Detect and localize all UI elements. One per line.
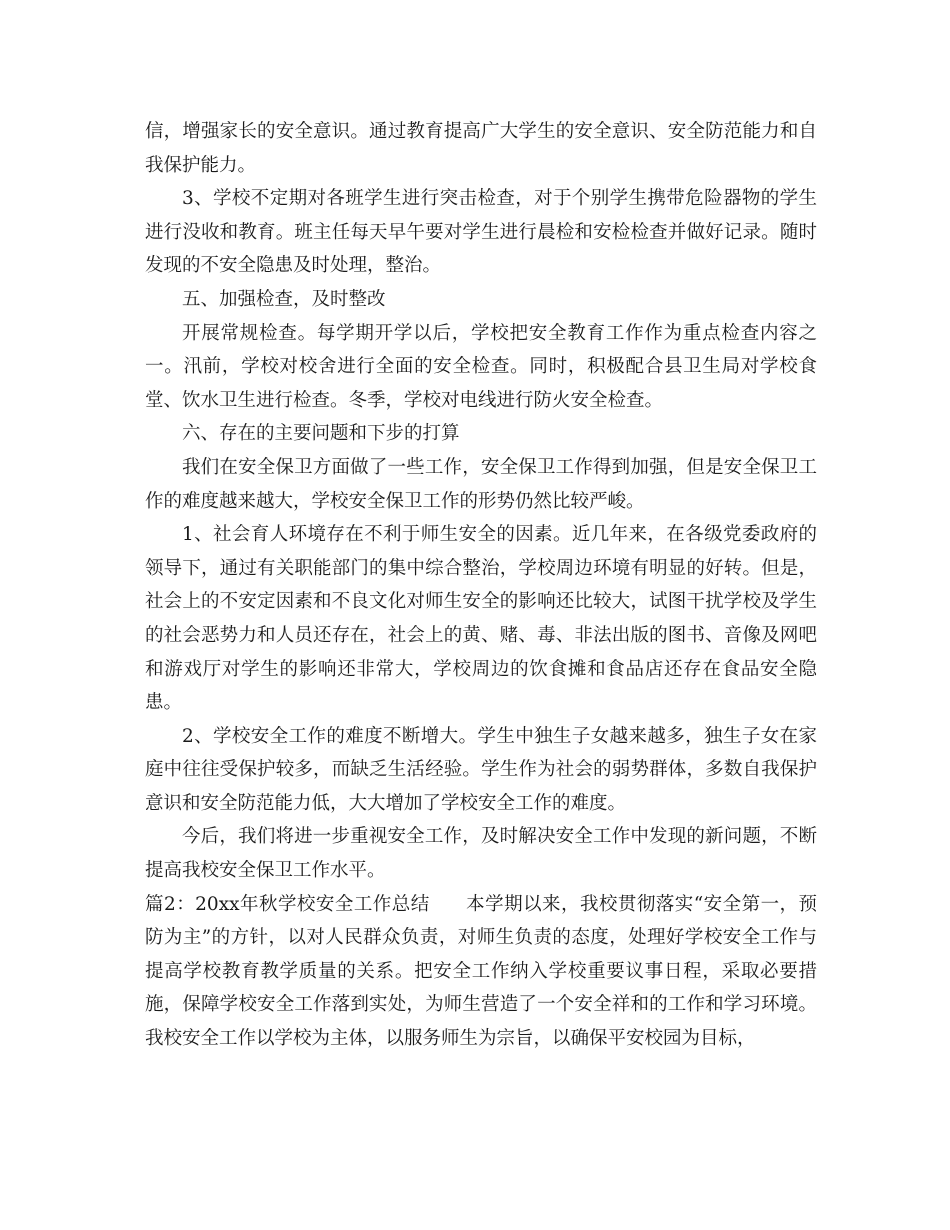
paragraph: 信，增强家长的安全意识。通过教育提高广大学生的安全意识、安全防范能力和自我保护能力。	[145, 121, 817, 176]
section-heading: 五、加强检查，及时整改	[182, 288, 386, 310]
section2-heading: 篇2：20xx年秋学校安全工作总结	[145, 893, 430, 915]
paragraph: 今后，我们将进一步重视安全工作，及时解决安全工作中发现的新问题，不断提高我校安全保卫工作水平。	[145, 826, 817, 882]
paragraph: 开展常规检查。每学期开学以后，学校把安全教育工作作为重点检查内容之一。汛前，学校对校舍进行全面的安全检查。同时，积极配合县卫生局对学校食堂、饮水卫生进行检查。冬季，学校对电线进行防火安全检查。	[145, 322, 817, 411]
paragraph: 1、社会育人环境存在不利于师生安全的因素。近几年来，在各级党委政府的领导下，通过有关职能部门的集中综合整治，学校周边环境有明显的好转。但是，社会上的不安定因素和不良文化对师生安全的影响还比较大，试图干扰学校及学生的社会恶势力和人员还存在，社会上的黄、赌、毒、非法出版的图书、音像及网吧和游戏厅对学生的影响还非常大，学校周边的饮食摊和食品店还存在食品安全隐患。	[145, 524, 817, 714]
document-body	[145, 115, 817, 1056]
section2-body: 本学期以来，我校贯彻落实“安全第一，预防为主”的方针，以对人民群众负责，对师生负责的态度，处理好学校安全工作与提高学校教育教学质量的关系。把安全工作纳入学校重要议事日程，采取必要措施，保障学校安全工作落到实处，为师生营造了一个安全祥和的工作和学习环境。我校安全工作以学校为主体，以服务师生为宗旨，以确保平安校园为目标，	[145, 893, 817, 1050]
paragraph: 我们在安全保卫方面做了一些工作，安全保卫工作得到加强，但是安全保卫工作的难度越来越大，学校安全保卫工作的形势仍然比较严峻。	[145, 456, 817, 512]
section2-paragraph	[145, 888, 817, 1056]
section-heading: 六、存在的主要问题和下步的打算	[182, 423, 460, 445]
paragraph: 2、学校安全工作的难度不断增大。学生中独生子女越来越多，独生子女在家庭中往往受保护较多，而缺乏生活经验。学生作为社会的弱势群体，多数自我保护意识和安全防范能力低，大大增加了学校安全工作的难度。	[145, 725, 817, 814]
paragraph: 3、学校不定期对各班学生进行突击检查，对于个别学生携带危险器物的学生进行没收和教育。班主任每天早午要对学生进行晨检和安检检查并做好记录。随时发现的不安全隐患及时处理，整治。	[145, 188, 817, 277]
